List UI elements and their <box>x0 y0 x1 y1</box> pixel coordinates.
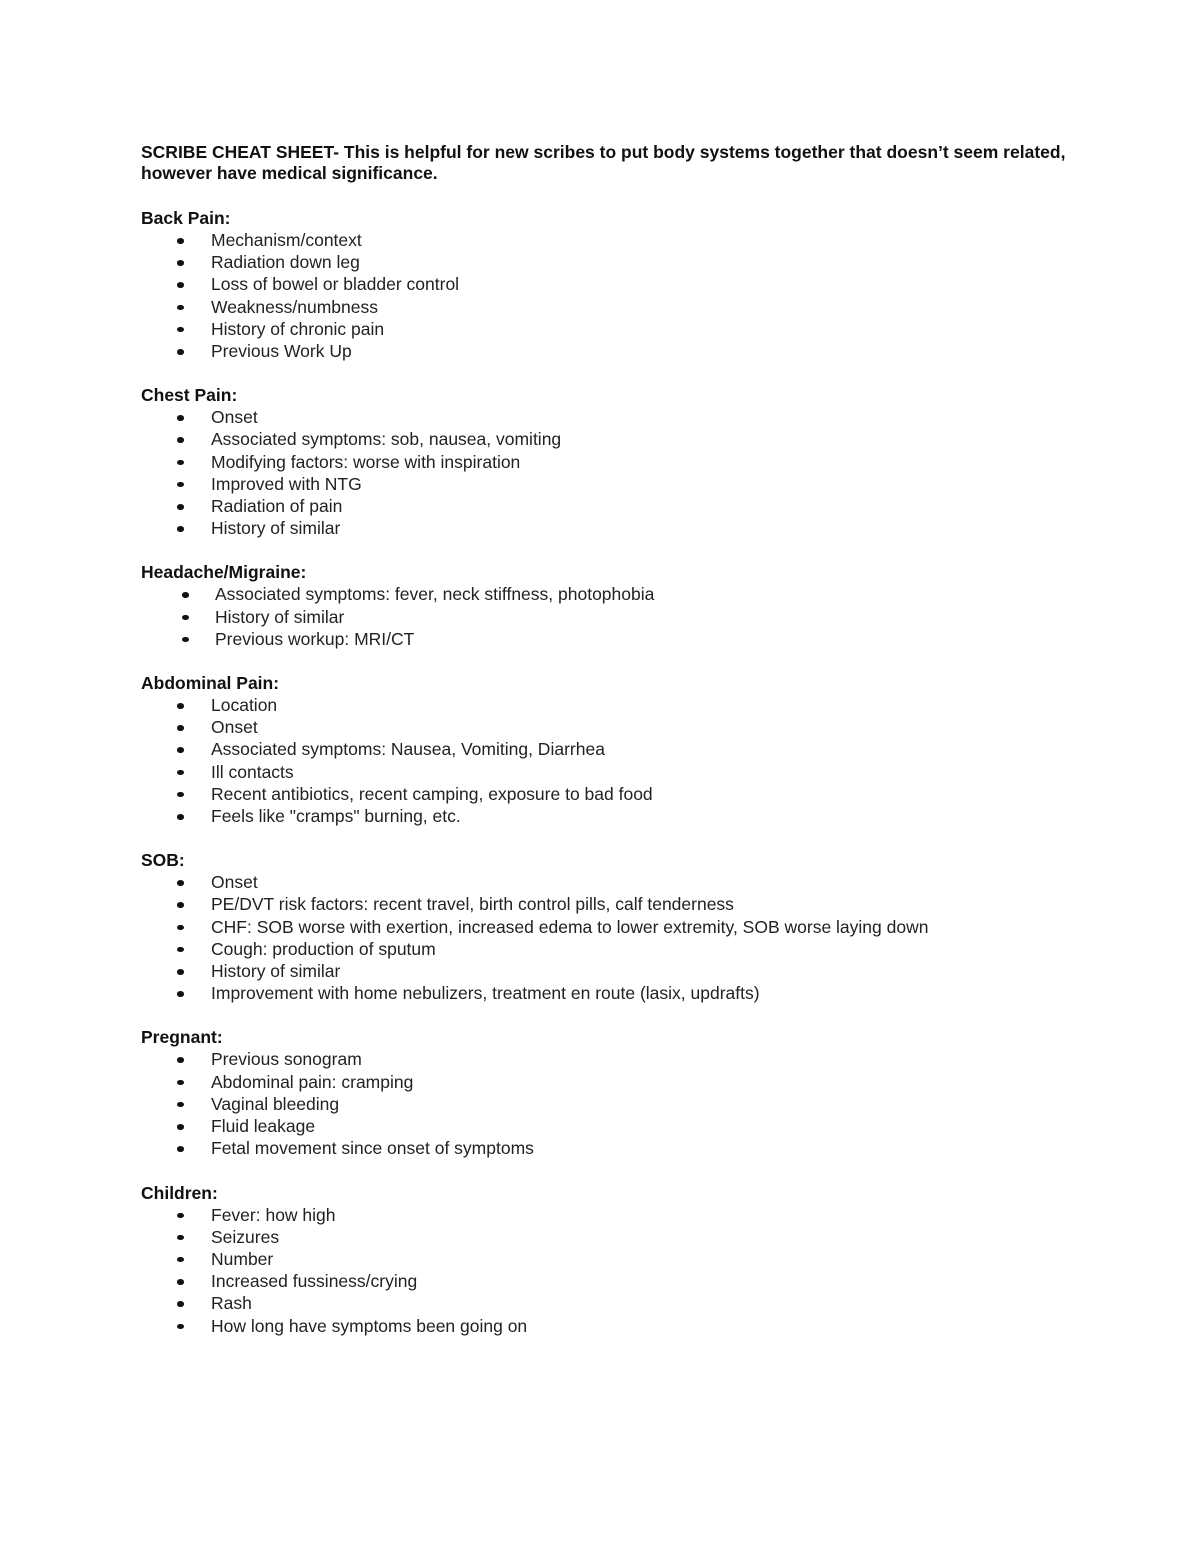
list-item <box>141 916 1071 938</box>
section-pregnant <box>141 1026 1071 1159</box>
sections-container <box>141 207 1071 1337</box>
bullet-icon <box>177 1301 184 1307</box>
list-item-text: Onset <box>211 717 258 738</box>
bullet-icon <box>177 282 184 288</box>
bullet-list <box>141 1204 1071 1337</box>
bullet-icon <box>177 482 184 488</box>
list-item <box>141 1248 1071 1270</box>
bullet-icon <box>177 327 184 333</box>
list-item-text: CHF: SOB worse with exertion, increased edema to lower extremity, SOB worse laying down <box>211 916 929 937</box>
list-item <box>141 473 1071 495</box>
section-sob <box>141 849 1071 1004</box>
list-item <box>141 1315 1071 1337</box>
list-item <box>141 1115 1071 1137</box>
list-item-text: Fever: how high <box>211 1204 336 1225</box>
list-item-text: Rash <box>211 1293 252 1314</box>
section-back-pain <box>141 207 1071 362</box>
list-item <box>141 451 1071 473</box>
section-heading: Headache/Migraine: <box>141 562 307 583</box>
list-item <box>141 1071 1071 1093</box>
list-item <box>141 251 1071 273</box>
list-item-text: Number <box>211 1248 274 1269</box>
list-item-text: Onset <box>211 407 258 428</box>
list-item-text: Fetal movement since onset of symptoms <box>211 1138 534 1159</box>
list-item <box>141 893 1071 915</box>
list-item-text: History of similar <box>211 961 341 982</box>
bullet-icon <box>177 305 184 311</box>
list-item-text: Associated symptoms: fever, neck stiffness, photophobia <box>215 584 655 605</box>
list-item <box>141 1270 1071 1292</box>
bullet-list <box>141 1048 1071 1159</box>
bullet-icon <box>177 1080 184 1086</box>
list-item-text: Radiation of pain <box>211 496 343 517</box>
list-item <box>141 1292 1071 1314</box>
bullet-icon <box>177 725 184 731</box>
list-item-text: History of chronic pain <box>211 318 385 339</box>
list-item-text: History of similar <box>211 518 341 539</box>
bullet-icon <box>177 437 184 443</box>
bullet-icon <box>177 947 184 953</box>
list-item <box>141 273 1071 295</box>
document-page <box>141 142 1071 1359</box>
list-item-text: Associated symptoms: Nausea, Vomiting, Diarrhea <box>211 739 605 760</box>
list-item-text: Location <box>211 695 278 716</box>
bullet-icon <box>177 526 184 532</box>
bullet-icon <box>177 770 184 776</box>
bullet-icon <box>182 615 189 621</box>
list-item-text: Associated symptoms: sob, nausea, vomiting <box>211 429 562 450</box>
list-item-text: Seizures <box>211 1226 280 1247</box>
list-item <box>141 1204 1071 1226</box>
list-item-text: Improved with NTG <box>211 473 362 494</box>
list-item <box>141 1093 1071 1115</box>
list-item <box>141 606 1071 628</box>
list-item <box>141 517 1071 539</box>
list-item <box>141 783 1071 805</box>
bullet-icon <box>177 792 184 798</box>
list-item-text: History of similar <box>215 606 345 627</box>
section-abdominal-pain <box>141 672 1071 827</box>
list-item <box>141 229 1071 251</box>
list-item <box>141 406 1071 428</box>
list-item-text: Modifying factors: worse with inspiration <box>211 451 521 472</box>
bullet-list <box>141 229 1071 362</box>
list-item-text: How long have symptoms been going on <box>211 1315 528 1336</box>
list-item <box>141 1137 1071 1159</box>
bullet-icon <box>177 991 184 997</box>
list-item <box>141 871 1071 893</box>
list-item <box>141 982 1071 1004</box>
list-item <box>141 761 1071 783</box>
bullet-icon <box>177 1213 184 1219</box>
bullet-icon <box>177 1279 184 1285</box>
list-item <box>141 340 1071 362</box>
list-item <box>141 1048 1071 1070</box>
section-heading: Chest Pain: <box>141 385 238 406</box>
list-item <box>141 628 1071 650</box>
list-item-text: Feels like "cramps" burning, etc. <box>211 806 461 827</box>
list-item-text: PE/DVT risk factors: recent travel, birth control pills, calf tenderness <box>211 894 734 915</box>
bullet-icon <box>177 460 184 466</box>
bullet-icon <box>177 238 184 244</box>
list-item <box>141 583 1071 605</box>
section-heading: Pregnant: <box>141 1027 223 1048</box>
list-item-text: Recent antibiotics, recent camping, exposure to bad food <box>211 783 653 804</box>
list-item <box>141 805 1071 827</box>
list-item <box>141 495 1071 517</box>
section-headache-migraine <box>141 561 1071 650</box>
list-item-text: Weakness/numbness <box>211 296 378 317</box>
bullet-list <box>141 871 1071 1004</box>
list-item-text: Previous Work Up <box>211 341 352 362</box>
bullet-icon <box>177 1102 184 1108</box>
section-heading: Back Pain: <box>141 208 231 228</box>
list-item-text: Vaginal bleeding <box>211 1093 340 1114</box>
section-heading: SOB: <box>141 850 185 871</box>
bullet-icon <box>177 969 184 975</box>
list-item <box>141 428 1071 450</box>
bullet-icon <box>177 703 184 709</box>
bullet-icon <box>177 504 184 510</box>
list-item-text: Onset <box>211 872 258 893</box>
list-item-text: Ill contacts <box>211 761 294 782</box>
list-item-text: Increased fussiness/crying <box>211 1271 418 1292</box>
bullet-icon <box>177 349 184 355</box>
bullet-icon <box>182 637 189 643</box>
bullet-list <box>141 583 1071 650</box>
list-item <box>141 938 1071 960</box>
bullet-icon <box>177 415 184 421</box>
list-item-text: Mechanism/context <box>211 230 362 250</box>
bullet-icon <box>177 1146 184 1152</box>
bullet-icon <box>177 1124 184 1130</box>
bullet-icon <box>177 747 184 753</box>
list-item-text: Radiation down leg <box>211 252 360 273</box>
list-item-text: Abdominal pain: cramping <box>211 1071 414 1092</box>
section-heading: Children: <box>141 1182 218 1203</box>
section-children <box>141 1182 1071 1337</box>
bullet-icon <box>177 902 184 908</box>
bullet-icon <box>177 925 184 931</box>
section-heading: Abdominal Pain: <box>141 673 280 694</box>
bullet-icon <box>177 1235 184 1241</box>
list-item-text: Loss of bowel or bladder control <box>211 274 460 295</box>
list-item <box>141 1226 1071 1248</box>
list-item <box>141 960 1071 982</box>
list-item-text: Cough: production of sputum <box>211 938 436 959</box>
list-item <box>141 716 1071 738</box>
list-item-text: Improvement with home nebulizers, treatment en route (lasix, updrafts) <box>211 983 760 1004</box>
list-item <box>141 738 1071 760</box>
title-lead: SCRIBE CHEAT SHEET <box>141 142 334 162</box>
bullet-icon <box>177 1257 184 1263</box>
list-item <box>141 296 1071 318</box>
list-item-text: Fluid leakage <box>211 1116 316 1137</box>
list-item-text: Previous workup: MRI/CT <box>215 628 415 649</box>
bullet-icon <box>177 814 184 820</box>
bullet-icon <box>177 1324 184 1330</box>
section-chest-pain <box>141 384 1071 539</box>
document-title <box>141 142 1071 184</box>
bullet-list <box>141 694 1071 827</box>
title-description: - This is helpful for new scribes to put body systems together that doesn’t seem related, however have medical significance. <box>141 142 1066 183</box>
bullet-icon <box>177 260 184 266</box>
list-item-text: Previous sonogram <box>211 1049 362 1070</box>
list-item <box>141 694 1071 716</box>
list-item <box>141 318 1071 340</box>
bullet-icon <box>177 880 184 886</box>
bullet-list <box>141 406 1071 539</box>
bullet-icon <box>177 1057 184 1063</box>
bullet-icon <box>182 592 189 598</box>
